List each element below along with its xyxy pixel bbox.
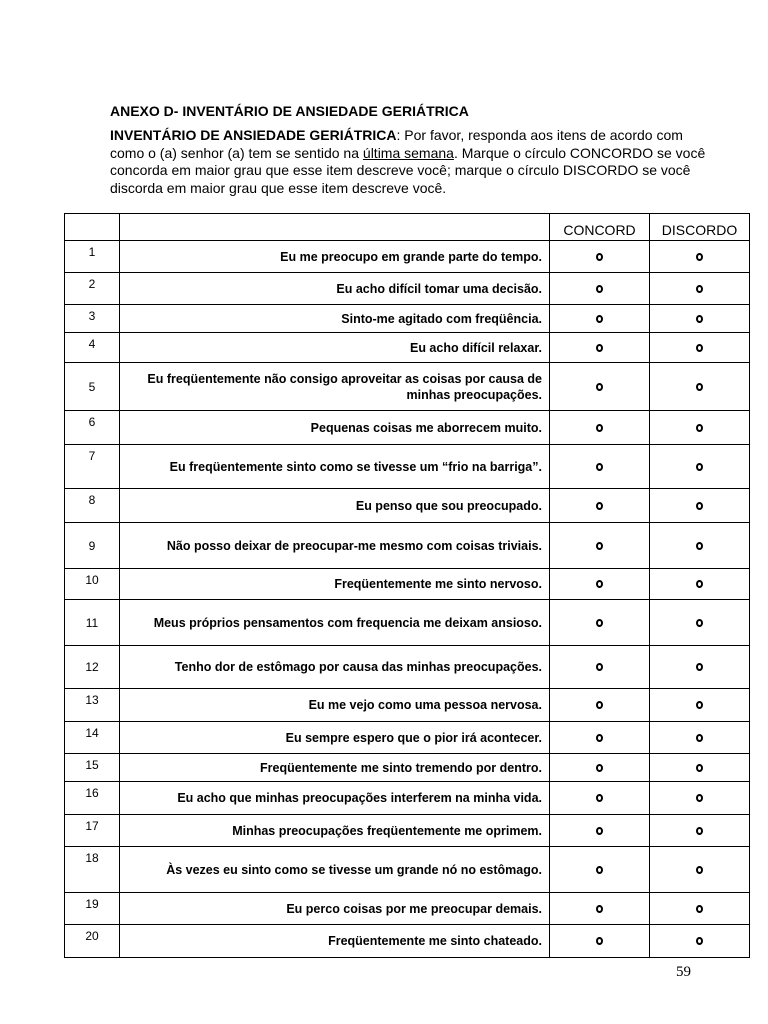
item-statement: Não posso deixar de preocupar-me mesmo com coisas triviais. (120, 523, 550, 569)
option-cell-agree (550, 569, 650, 600)
option-cell-disagree (650, 241, 750, 273)
item-number: 4 (65, 333, 120, 363)
table-row (65, 600, 750, 646)
disagree-radio-circle[interactable] (696, 619, 703, 627)
table-row (65, 523, 750, 569)
item-statement: Freqüentemente me sinto tremendo por dentro. (120, 754, 550, 782)
page-number: 59 (676, 964, 691, 980)
agree-radio-circle[interactable] (596, 937, 603, 945)
disagree-radio-circle[interactable] (696, 502, 703, 510)
option-cell-agree (550, 333, 650, 363)
option-cell-disagree (650, 523, 750, 569)
option-cell-disagree (650, 893, 750, 925)
table-row (65, 722, 750, 754)
item-number: 18 (65, 847, 120, 893)
disagree-radio-circle[interactable] (696, 253, 703, 261)
table-row (65, 411, 750, 445)
instructions-underlined: última semana (362, 144, 454, 161)
item-number: 14 (65, 722, 120, 754)
option-cell-disagree (650, 847, 750, 893)
item-statement: Às vezes eu sinto como se tivesse um grande nó no estômago. (120, 847, 550, 893)
item-number: 11 (65, 600, 120, 646)
item-statement: Meus próprios pensamentos com frequencia me deixam ansioso. (120, 600, 550, 646)
disagree-radio-circle[interactable] (696, 827, 703, 835)
agree-radio-circle[interactable] (596, 701, 603, 709)
item-statement: Eu sempre espero que o pior irá acontecer. (120, 722, 550, 754)
option-cell-disagree (650, 305, 750, 333)
disagree-radio-circle[interactable] (696, 542, 703, 550)
header-empty-cell (120, 214, 550, 241)
item-statement: Eu acho difícil tomar uma decisão. (120, 273, 550, 305)
header-empty-cell (65, 214, 120, 241)
option-cell-disagree (650, 782, 750, 815)
disagree-radio-circle[interactable] (696, 424, 703, 432)
disagree-radio-circle[interactable] (696, 663, 703, 671)
item-statement: Freqüentemente me sinto chateado. (120, 925, 550, 958)
agree-radio-circle[interactable] (596, 344, 603, 352)
inventory-table (64, 213, 750, 958)
agree-radio-circle[interactable] (596, 794, 603, 802)
option-cell-disagree (650, 411, 750, 445)
disagree-radio-circle[interactable] (696, 866, 703, 874)
option-cell-agree (550, 411, 650, 445)
option-cell-disagree (650, 815, 750, 847)
table-row (65, 569, 750, 600)
item-number: 5 (65, 363, 120, 411)
agree-radio-circle[interactable] (596, 866, 603, 874)
item-number: 15 (65, 754, 120, 782)
item-statement: Eu freqüentemente sinto como se tivesse um “frio na barriga”. (120, 445, 550, 489)
option-cell-agree (550, 754, 650, 782)
item-statement: Minhas preocupações freqüentemente me oprimem. (120, 815, 550, 847)
table-row (65, 489, 750, 523)
item-statement: Sinto-me agitado com freqüência. (120, 305, 550, 333)
item-statement: Eu penso que sou preocupado. (120, 489, 550, 523)
disagree-radio-circle[interactable] (696, 734, 703, 742)
item-number: 13 (65, 689, 120, 722)
option-cell-agree (550, 815, 650, 847)
option-cell-agree (550, 523, 650, 569)
agree-radio-circle[interactable] (596, 463, 603, 471)
option-cell-agree (550, 722, 650, 754)
option-cell-disagree (650, 445, 750, 489)
agree-radio-circle[interactable] (596, 764, 603, 772)
item-number: 2 (65, 273, 120, 305)
disagree-radio-circle[interactable] (696, 285, 703, 293)
table-row (65, 305, 750, 333)
table-row (65, 754, 750, 782)
option-cell-disagree (650, 600, 750, 646)
option-cell-agree (550, 273, 650, 305)
table-header-row (65, 214, 750, 241)
agree-radio-circle[interactable] (596, 827, 603, 835)
agree-radio-circle[interactable] (596, 580, 603, 588)
item-number: 1 (65, 241, 120, 273)
disagree-radio-circle[interactable] (696, 764, 703, 772)
item-number: 17 (65, 815, 120, 847)
option-cell-agree (550, 925, 650, 958)
agree-radio-circle[interactable] (596, 542, 603, 550)
item-number: 7 (65, 445, 120, 489)
item-number: 20 (65, 925, 120, 958)
option-cell-agree (550, 646, 650, 689)
option-cell-disagree (650, 273, 750, 305)
disagree-radio-circle[interactable] (696, 383, 703, 391)
table-row (65, 646, 750, 689)
option-cell-disagree (650, 333, 750, 363)
disagree-radio-circle[interactable] (696, 315, 703, 323)
table-row (65, 893, 750, 925)
option-cell-agree (550, 305, 650, 333)
disagree-radio-circle[interactable] (696, 701, 703, 709)
item-statement: Eu acho difícil relaxar. (120, 333, 550, 363)
instructions-text-1: : Por favor, responda aos itens de acordo com como o (a) senhor (a) tem se sentido na (110, 127, 683, 161)
option-cell-disagree (650, 925, 750, 958)
item-statement: Pequenas coisas me aborrecem muito. (120, 411, 550, 445)
table-row (65, 847, 750, 893)
item-number: 19 (65, 893, 120, 925)
instructions-title: INVENTÁRIO DE ANSIEDADE GERIÁTRICA (110, 127, 397, 143)
agree-radio-circle[interactable] (596, 619, 603, 627)
item-number: 3 (65, 305, 120, 333)
option-cell-agree (550, 489, 650, 523)
item-number: 12 (65, 646, 120, 689)
option-cell-disagree (650, 754, 750, 782)
option-cell-agree (550, 782, 650, 815)
item-number: 10 (65, 569, 120, 600)
agree-radio-circle[interactable] (596, 663, 603, 671)
agree-radio-circle[interactable] (596, 383, 603, 391)
disagree-radio-circle[interactable] (696, 463, 703, 471)
table-row (65, 445, 750, 489)
table-row (65, 363, 750, 411)
agree-radio-circle[interactable] (596, 502, 603, 510)
item-statement: Eu me vejo como uma pessoa nervosa. (120, 689, 550, 722)
col-header-agree: CONCORD (550, 214, 650, 241)
option-cell-agree (550, 445, 650, 489)
table-row (65, 815, 750, 847)
option-cell-disagree (650, 569, 750, 600)
option-cell-disagree (650, 689, 750, 722)
disagree-radio-circle[interactable] (696, 344, 703, 352)
agree-radio-circle[interactable] (596, 315, 603, 323)
disagree-radio-circle[interactable] (696, 937, 703, 945)
agree-radio-circle[interactable] (596, 905, 603, 913)
disagree-radio-circle[interactable] (696, 905, 703, 913)
option-cell-disagree (650, 363, 750, 411)
table-row (65, 925, 750, 958)
disagree-radio-circle[interactable] (696, 794, 703, 802)
option-cell-agree (550, 689, 650, 722)
instructions (110, 127, 710, 197)
col-header-disagree: DISCORDO (650, 214, 750, 241)
inventory-table-body (65, 214, 750, 958)
item-number: 16 (65, 782, 120, 815)
option-cell-agree (550, 241, 650, 273)
disagree-radio-circle[interactable] (696, 580, 703, 588)
agree-radio-circle[interactable] (596, 734, 603, 742)
instructions-text-2: . Marque o círculo CONCORDO se você concorda em maior grau que esse item descreve você; marque o círculo DISCORDO se você discorda em maior grau que esse item descreve você. (110, 144, 706, 196)
option-cell-agree (550, 600, 650, 646)
item-number: 9 (65, 523, 120, 569)
option-cell-agree (550, 363, 650, 411)
option-cell-agree (550, 893, 650, 925)
item-statement: Eu perco coisas por me preocupar demais. (120, 893, 550, 925)
option-cell-disagree (650, 722, 750, 754)
item-statement: Tenho dor de estômago por causa das minhas preocupações. (120, 646, 550, 689)
item-statement: Eu acho que minhas preocupações interferem na minha vida. (120, 782, 550, 815)
table-row (65, 782, 750, 815)
agree-radio-circle[interactable] (596, 285, 603, 293)
item-number: 8 (65, 489, 120, 523)
item-statement: Freqüentemente me sinto nervoso. (120, 569, 550, 600)
item-statement: Eu freqüentemente não consigo aproveitar as coisas por causa de minhas preocupações. (120, 363, 550, 411)
annex-title: ANEXO D- INVENTÁRIO DE ANSIEDADE GERIÁTRICA (110, 103, 469, 119)
table-row (65, 241, 750, 273)
option-cell-disagree (650, 489, 750, 523)
item-number: 6 (65, 411, 120, 445)
option-cell-disagree (650, 646, 750, 689)
table-row (65, 333, 750, 363)
table-row (65, 273, 750, 305)
table-row (65, 689, 750, 722)
item-statement: Eu me preocupo em grande parte do tempo. (120, 241, 550, 273)
agree-radio-circle[interactable] (596, 253, 603, 261)
option-cell-agree (550, 847, 650, 893)
agree-radio-circle[interactable] (596, 424, 603, 432)
